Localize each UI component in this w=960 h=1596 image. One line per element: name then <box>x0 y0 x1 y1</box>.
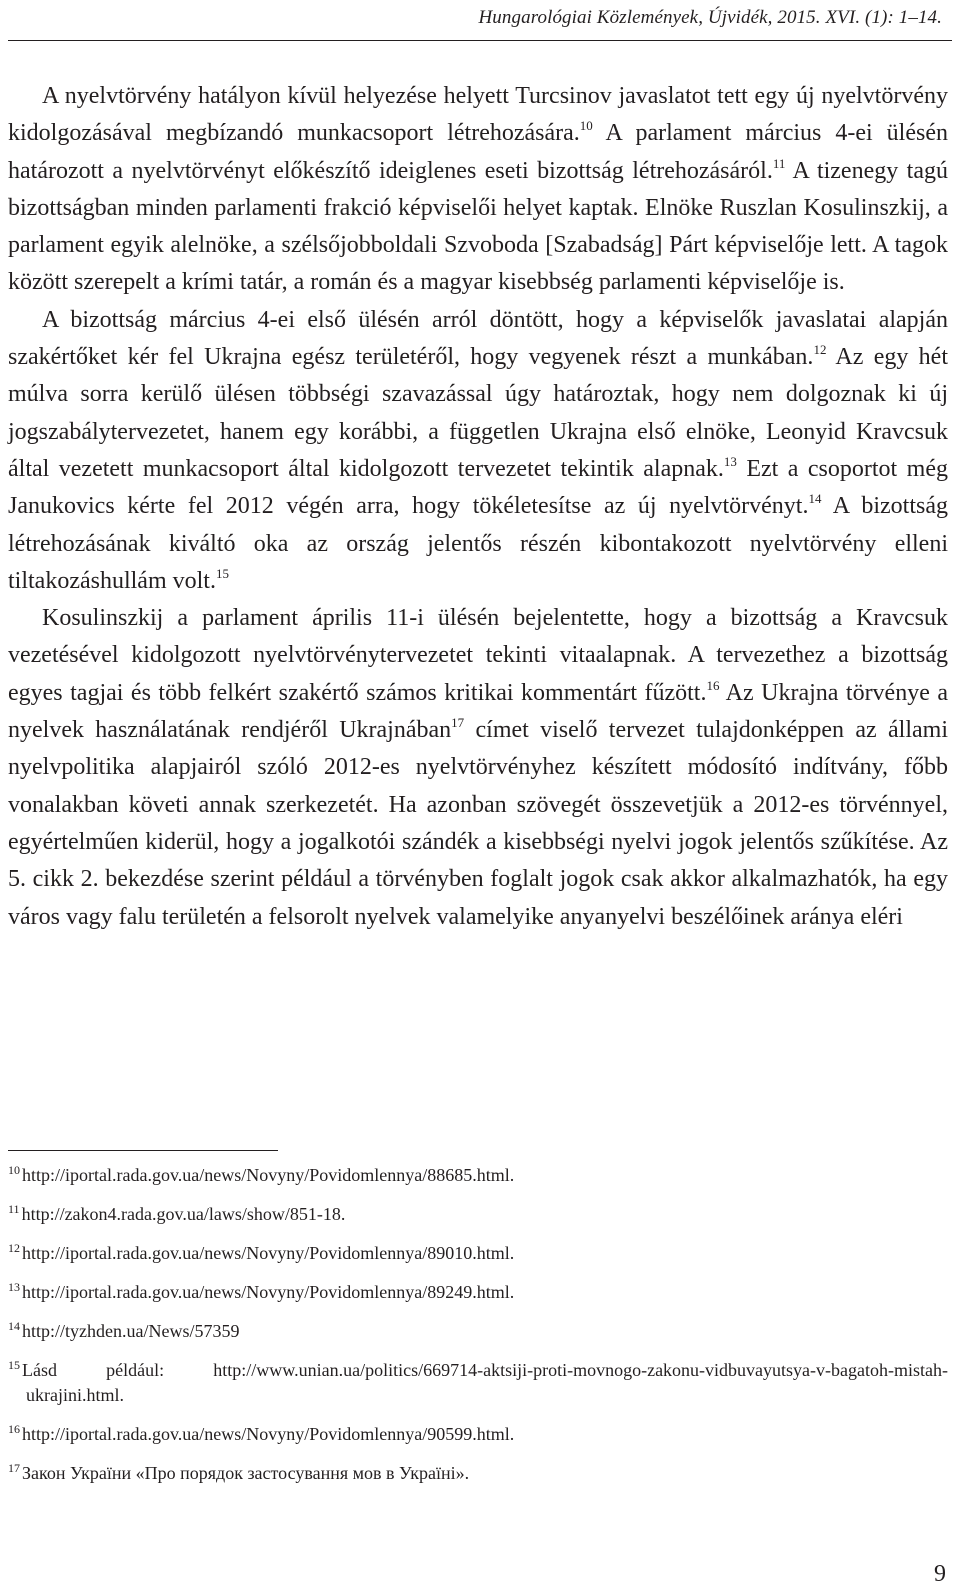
page-number: 9 <box>934 1561 946 1587</box>
running-header: Hungarológiai Közlemények, Újvidék, 2015. XVI. (1): 1–14. <box>478 7 942 28</box>
footnote-link[interactable]: http://iportal.rada.gov.ua/news/Novyny/Povidomlennya/89010.html. <box>22 1243 515 1263</box>
footnote-number: 14 <box>8 1319 20 1333</box>
paragraph-2 <box>8 302 948 600</box>
footnote-number: 10 <box>8 1163 20 1177</box>
paragraph-1 <box>8 78 948 302</box>
footnote-10 <box>8 1163 948 1188</box>
footnote-ref-17[interactable]: 17 <box>451 715 465 731</box>
header-divider <box>8 40 952 41</box>
footnote-link[interactable]: http://iportal.rada.gov.ua/news/Novyny/Povidomlennya/90599.html. <box>22 1424 515 1444</box>
paragraph-3-text-3: címet viselő tervezet tulajdonképpen az állami nyelvpolitika alapjairól szóló 2012-es nyelvtörvényhez készített módosító indítvány, főbb vonalakban követi annak szerkezetét. Ha azonban szövegét összevetjük a 2012-es törvénnyel, egyértelműen kiderül, hogy a jogalkotói szándék a kisebbségi nyelvi jogok jelentős szűkítése. Az 5. cikk 2. bekezdése szerint például a törvényben foglalt jogok csak akkor alkalmazhatók, ha egy város vagy falu területén a felsorolt nyelvek valamelyike anyanyelvi beszélőinek aránya eléri <box>8 717 948 930</box>
paragraph-2-text-4: A bizottság létrehozásának kiváltó oka az ország jelentős részén kibontakozott nyelvtörvény elleni tiltakozáshullám volt. <box>8 493 948 594</box>
footnote-number: 17 <box>8 1461 20 1475</box>
footnote-ref-14[interactable]: 14 <box>808 491 822 507</box>
footnote-link[interactable]: http://iportal.rada.gov.ua/news/Novyny/Povidomlennya/88685.html. <box>22 1165 515 1185</box>
footnote-link[interactable]: http://tyzhden.ua/News/57359 <box>22 1321 240 1341</box>
paragraph-1-text-2: A parlament március 4-ei ülésén határozott a nyelvtörvényt előkészítő ideiglenes eseti bizottság létrehozásáról. <box>8 120 948 184</box>
footnote-number: 13 <box>8 1280 20 1294</box>
footnote-ref-10[interactable]: 10 <box>579 118 593 134</box>
paragraph-1-text-1: A nyelvtörvény hatályon kívül helyezése helyett Turcsinov javaslatot tett egy új nyelvtörvény kidolgozásával megbízandó munkacsoport létrehozására. <box>8 83 948 147</box>
paragraph-3-text-1: Kosulinszkij a parlament április 11-i ülésén bejelentette, hogy a bizottság a Kravcsuk vezetésével kidolgozott nyelvtörvénytervezetet tekinti vitaalapnak. A tervezethez a bizottság egyes tagjai és több felkért szakértő számos kritikai kommentárt fűzött. <box>8 605 948 706</box>
footnote-15 <box>8 1358 948 1408</box>
footnote-number: 12 <box>8 1241 20 1255</box>
footnote-ref-12[interactable]: 12 <box>813 342 827 358</box>
footnote-number: 16 <box>8 1422 20 1436</box>
main-text <box>8 78 948 936</box>
footnote-13 <box>8 1280 948 1305</box>
footnote-17 <box>8 1461 948 1486</box>
footnote-16 <box>8 1422 948 1447</box>
footnote-ref-15[interactable]: 15 <box>215 565 229 581</box>
footnote-link[interactable]: Lásd például: http://www.unian.ua/politics/669714-aktsiji-proti-movnogo-zakonu-vidbuvayutsya-v-bagatoh-mistah-ukrajini.html. <box>22 1360 948 1405</box>
footnote-number: 11 <box>8 1202 20 1216</box>
paragraph-2-text-3: Ezt a csoportot még Janukovics kérte fel 2012 végén arra, hogy tökéletesítse az új nyelvtörvényt. <box>8 455 948 520</box>
footnote-text: Закон України «Про порядок застосування мов в Україні». <box>22 1463 470 1483</box>
paragraph-3-text-2: Az Ukrajna törvénye a nyelvek használatának rendjéről Ukrajnában <box>8 679 948 744</box>
footnote-link[interactable]: http://iportal.rada.gov.ua/news/Novyny/Povidomlennya/89249.html. <box>22 1282 515 1302</box>
footnote-link[interactable]: http://zakon4.rada.gov.ua/laws/show/851-18. <box>21 1204 346 1224</box>
footnote-divider <box>8 1150 278 1151</box>
footnote-12 <box>8 1241 948 1266</box>
footnotes <box>8 1163 948 1500</box>
footnote-ref-13[interactable]: 13 <box>723 453 737 469</box>
footnote-14 <box>8 1319 948 1344</box>
paragraph-2-text-2: Az egy hét múlva sorra kerülő ülésen többségi szavazással úgy határoztak, hogy nem dolgoznak ki új jogszabálytervezetet, hanem egy korábbi, a független Ukrajna első elnöke, Leonyid Kravcsuk által vezetett munkacsoport által kidolgozott tervezetet tekintik alapnak. <box>8 344 949 482</box>
footnote-ref-16[interactable]: 16 <box>706 677 720 693</box>
footnote-number: 15 <box>8 1358 20 1372</box>
footnote-11 <box>8 1202 948 1227</box>
footnote-ref-11[interactable]: 11 <box>772 155 786 171</box>
paragraph-2-text-1: A bizottság március 4-ei első ülésén arról döntött, hogy a képviselők javaslatai alapján szakértőket kér fel Ukrajna egész területéről, hogy vegyenek részt a munkában. <box>8 306 948 371</box>
paragraph-3 <box>8 600 948 936</box>
paragraph-1-text-3: A tizenegy tagú bizottságban minden parlamenti frakció képviselői helyet kaptak. Elnöke Ruszlan Kosulinszkij, a parlament egyik alelnöke, a szélsőjobboldali Szvoboda [Szabadság] Párt képviselője lett. A tagok között szerepelt a krími tatár, a román és a magyar kisebbség parlamenti képviselője is. <box>8 157 949 296</box>
